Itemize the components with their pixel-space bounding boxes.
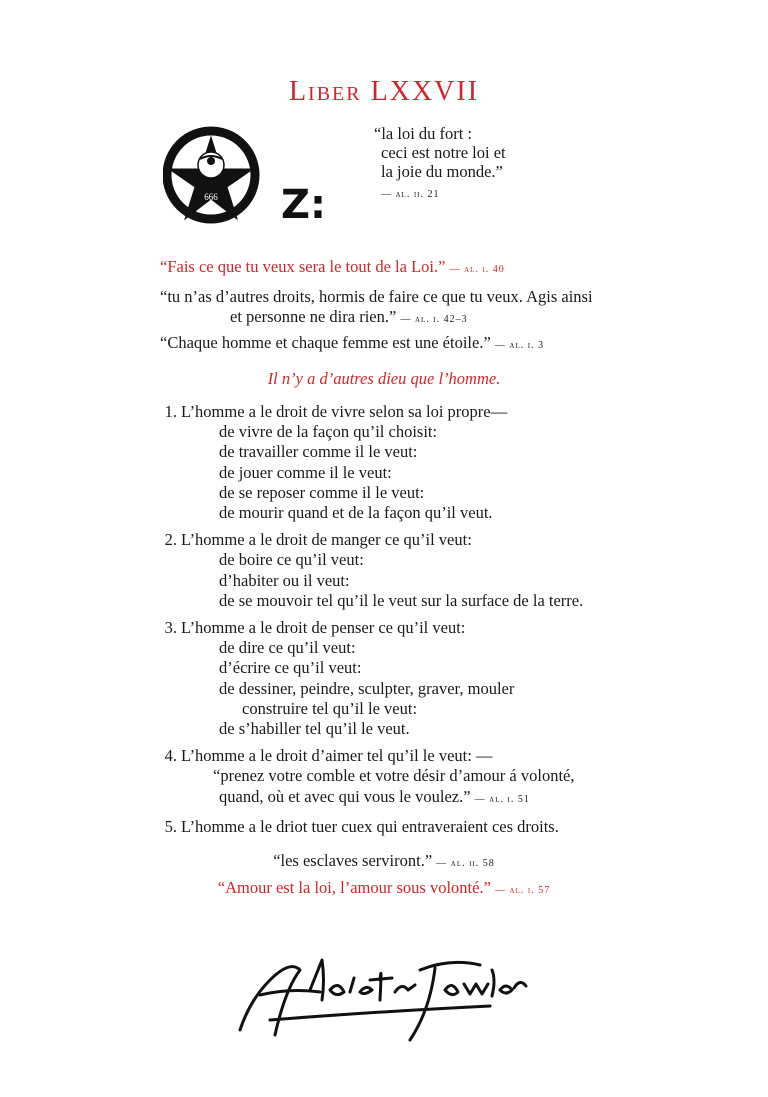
article-5: [161, 817, 583, 837]
article-line: de vivre de la façon qu’il choisit:: [219, 422, 438, 442]
quote-fais-ce-que: [160, 257, 505, 280]
italic-statement: Il n’y a d’autres dieu que l’homme.: [267, 369, 501, 388]
quote-text: “Fais ce que tu veux sera le tout de la Loi.”: [160, 257, 446, 276]
article-head: L’homme a le droit de manger ce qu’il veut:: [181, 530, 472, 550]
article-3: [161, 618, 583, 739]
epigraph: [374, 124, 506, 204]
epigraph-ref: — al. ii. 21: [381, 189, 440, 200]
article-number: 1.: [164, 402, 177, 421]
article-4: [161, 746, 583, 810]
articles-list: [161, 402, 583, 844]
article-2: [161, 530, 583, 611]
closing-text: “Amour est la loi, l’amour sous volonté.”: [217, 878, 491, 897]
article-line-text: quand, où et avec qui vous le voulez.”: [219, 786, 471, 806]
quote-droits: [160, 287, 593, 330]
article-number: 5.: [164, 816, 177, 836]
quote-ref: — al. i. 40: [449, 264, 505, 275]
article-head: L’homme a le droit d’aimer tel qu’il le veut: —: [181, 746, 493, 766]
article-line: de se mouvoir tel qu’il le veut sur la surface de la terre.: [219, 590, 584, 610]
epigraph-line: la joie du monde.”: [381, 162, 503, 181]
epigraph-line: ceci est notre loi et: [381, 143, 506, 162]
article-head: L’homme a le droit de vivre selon sa loi propre—: [181, 402, 508, 421]
article-line: construire tel qu’il le veut:: [242, 698, 418, 718]
quote-text: “Chaque homme et chaque femme est une étoile.”: [160, 333, 491, 352]
quote-ref: — al. i. 42–3: [400, 314, 468, 325]
article-1: [161, 402, 583, 523]
oz-text: Z:: [281, 182, 326, 228]
quote-text: “tu n’as d’autres droits, hormis de faire ce que tu veux. Agis ainsi: [160, 287, 593, 306]
article-line: de se reposer comme il le veut:: [219, 482, 425, 502]
article-line: “prenez votre comble et votre désir d’amour á volonté,: [213, 766, 575, 786]
article-line: de travailler comme il le veut:: [219, 442, 418, 462]
article-number: 4.: [164, 746, 177, 766]
article-head: L’homme a le driot tuer cuex qui entraveraient ces droits.: [181, 816, 559, 836]
article-line: de dessiner, peindre, sculpter, graver, mouler: [219, 678, 515, 698]
epigraph-line: “la loi du fort :: [374, 124, 473, 143]
article-ref: — al. i. 51: [474, 793, 530, 805]
article-line: d’écrire ce qu’il veut:: [219, 658, 362, 678]
article-line: de boire ce qu’il veut:: [219, 550, 364, 570]
article-line: d’habiter ou il veut:: [219, 570, 350, 590]
quote-ref: — al. i. 3: [494, 340, 545, 351]
closing-ref: — al. i. 57: [495, 885, 551, 896]
article-line: de jouer comme il le veut:: [219, 462, 392, 482]
article-line: de mourir quand et de la façon qu’il veut.: [219, 503, 493, 523]
article-line: [161, 787, 583, 810]
oz-logo: [163, 123, 333, 228]
signature: [230, 940, 530, 1045]
numerals-666: 666: [204, 192, 218, 202]
closing-amour: [0, 878, 768, 898]
quote-text: et personne ne dira rien.”: [230, 307, 397, 326]
closing-ref: — al. ii. 58: [436, 858, 495, 869]
article-number: 2.: [164, 530, 177, 550]
page-title: Liber LXXVII: [288, 76, 480, 107]
article-line: de s’habiller tel qu’il le veut.: [219, 719, 410, 739]
article-head: L’homme a le droit de penser ce qu’il veut:: [181, 618, 466, 638]
closing-text: “les esclaves serviront.”: [273, 851, 433, 870]
article-line: de dire ce qu’il veut:: [219, 638, 356, 658]
closing-esclaves: [0, 851, 768, 871]
quote-etoile: [160, 333, 544, 356]
article-number: 3.: [164, 618, 177, 638]
